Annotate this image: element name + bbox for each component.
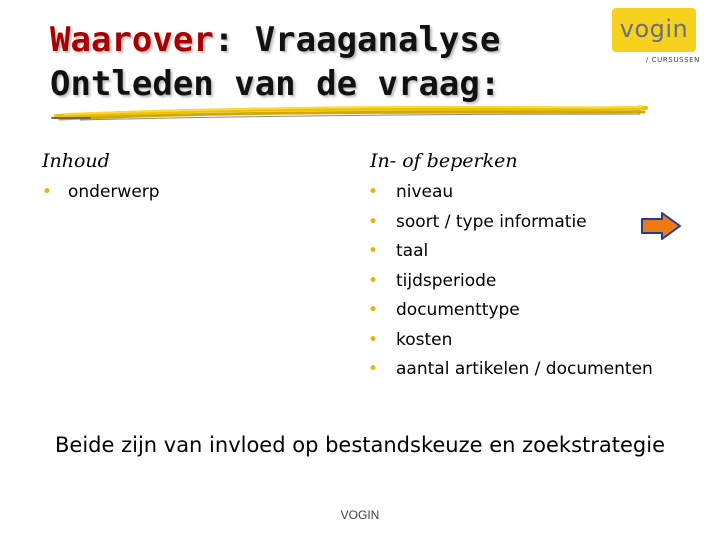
- list-item: [366, 208, 653, 238]
- title-line-2: Ontleden van de vraag:: [50, 64, 501, 104]
- title-underline-decoration: [50, 104, 650, 126]
- list-in-of-beperken: [366, 178, 653, 385]
- list-item-text: aantal artikelen / documenten: [396, 359, 653, 379]
- list-item-text: taal: [396, 241, 429, 261]
- list-item-text: soort / type informatie: [396, 211, 587, 232]
- list-item: [366, 267, 653, 297]
- list-inhoud: [42, 178, 160, 208]
- list-item: [366, 237, 653, 267]
- bullet-icon: •: [368, 359, 379, 379]
- bullet-icon: •: [368, 270, 379, 291]
- bullet-icon: •: [368, 182, 379, 202]
- list-item-text: niveau: [396, 182, 454, 202]
- list-item-text: kosten: [396, 329, 453, 350]
- logo-word: vogin: [619, 15, 689, 43]
- conclusion-text: Beide zijn van invloed op bestandskeuze en zoekstrategie: [55, 433, 665, 457]
- slide-title: [50, 18, 610, 106]
- bullet-icon: •: [368, 211, 379, 232]
- vogin-logo: [608, 8, 700, 66]
- heading-inhoud: Inhoud: [42, 150, 110, 172]
- list-item-text: onderwerp: [68, 182, 160, 202]
- bullet-icon: •: [368, 300, 379, 320]
- title-accent: Waarover: [50, 20, 214, 60]
- list-item: [366, 355, 653, 385]
- logo-subtitle: / CURSUSSEN: [645, 56, 700, 64]
- right-arrow-icon: [640, 211, 682, 241]
- heading-in-of-beperken: In- of beperken: [370, 150, 518, 172]
- list-item: [366, 326, 653, 356]
- title-rest: : Vraaganalyse: [213, 20, 501, 60]
- bullet-icon: •: [368, 241, 379, 261]
- bullet-icon: •: [42, 182, 53, 202]
- list-item-text: tijdsperiode: [396, 270, 497, 291]
- list-item-text: documenttype: [396, 300, 520, 320]
- list-item: [366, 296, 653, 326]
- bullet-icon: •: [368, 329, 379, 350]
- list-item: [366, 178, 653, 208]
- list-item: [42, 178, 160, 208]
- footer-text: VOGIN: [340, 508, 380, 522]
